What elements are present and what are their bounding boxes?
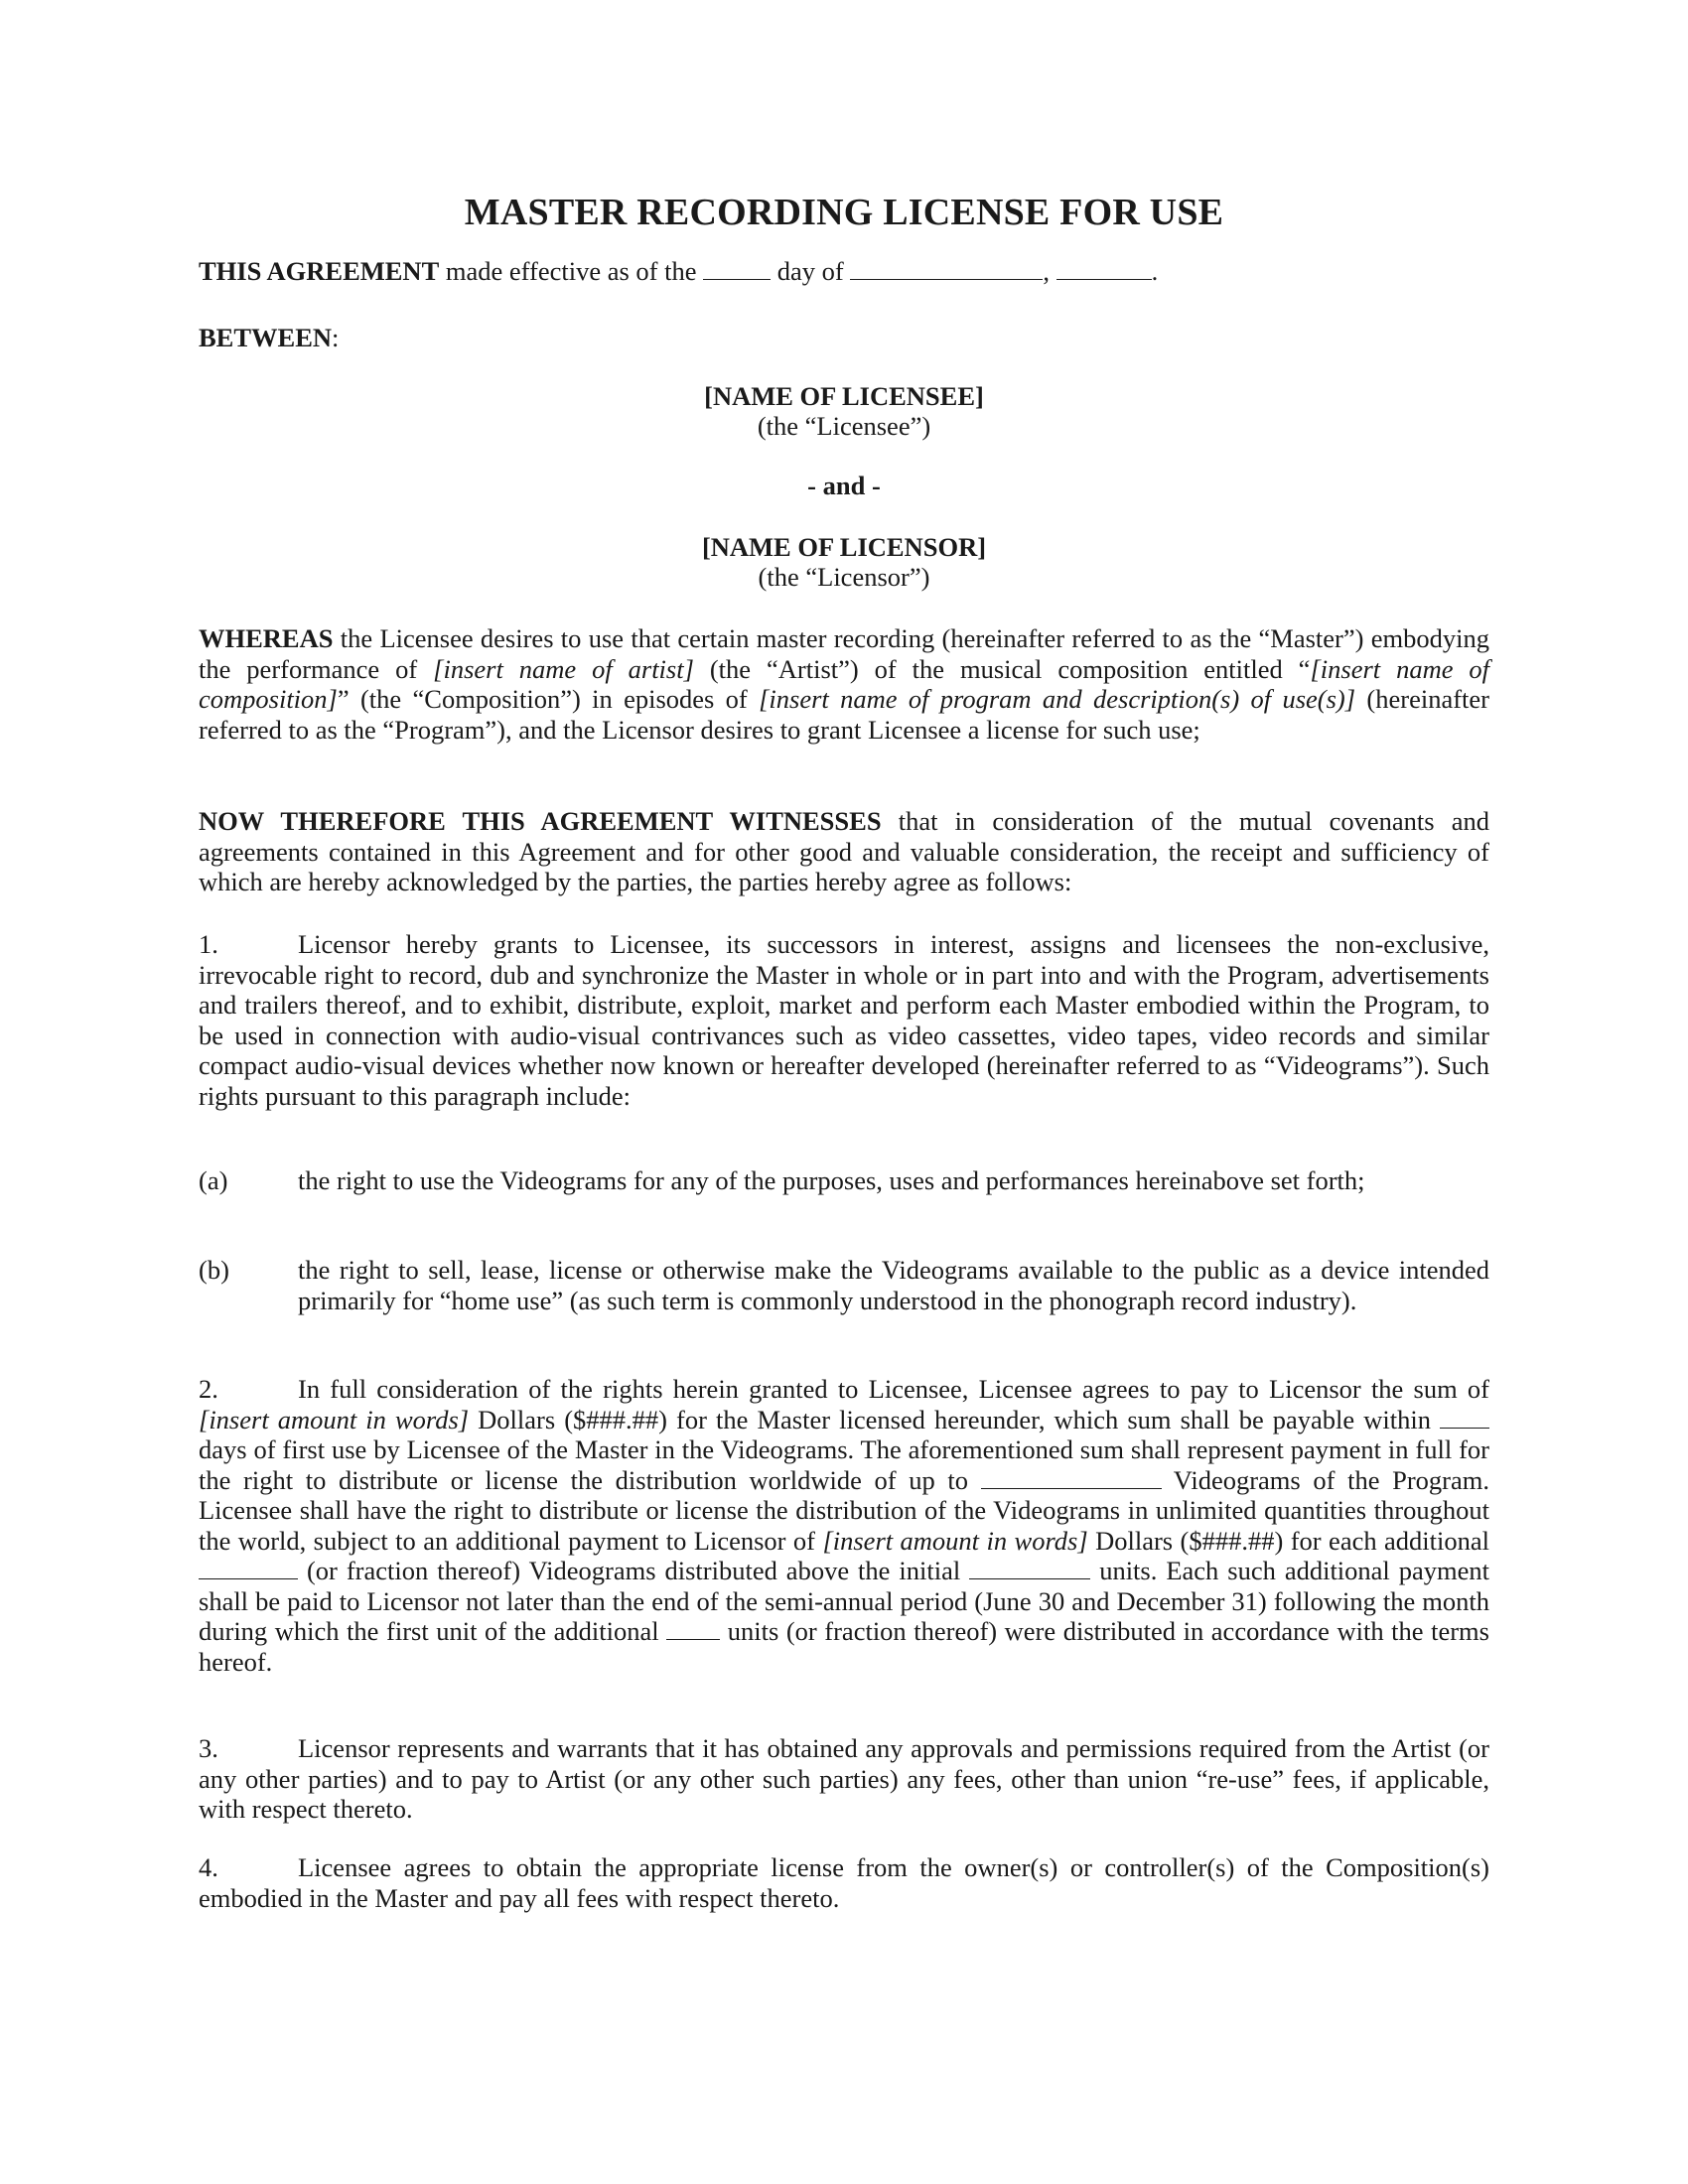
now-therefore-text: that in consideration of the mutual covenants and agreements contained in this Agreement and for other good and valuable consideration, the receipt and sufficiency of which are hereby acknowledged by the parties, the parties hereby agree as follows: <box>199 806 1489 896</box>
clause-3 <box>199 1733 1489 1825</box>
whereas-text-1: the Licensee desires to use that certain master recording (hereinafter referred to as the “Master”) embodying the performance of <box>199 623 1489 684</box>
clause-3-number: 3. <box>199 1733 218 1763</box>
clause-2-number: 2. <box>199 1374 218 1404</box>
now-therefore-bold: NOW THEREFORE THIS AGREEMENT WITNESSES <box>199 806 882 836</box>
composition-placeholder: [insert name of composition] <box>199 653 1490 714</box>
year-blank[interactable] <box>1056 257 1152 280</box>
clause-2-text-6: (or fraction thereof) Videograms distributed above the initial <box>298 1556 970 1585</box>
clause-4-number: 4. <box>199 1852 218 1882</box>
artist-placeholder: [insert name of artist] <box>433 653 694 684</box>
clause-1-text: Licensor hereby grants to Licensee, its successors in interest, assigns and licensees the non-exclusive, irrevocable right to record, dub and synchronize the Master in whole or in part into and with the Program, advertisements and trailers thereof, and to exhibit, distribute, exploit, market and perform each Master embodied within the Program, to be used in connection with audio-visual contrivances such as video cassettes, video tapes, video records and similar compact audio-visual devices whether now known or hereafter developed (hereinafter referred to as “Videograms”). Such rights pursuant to this paragraph include: <box>199 929 1489 1111</box>
sub-b-label: (b) <box>199 1255 229 1285</box>
intro-end: . <box>1151 256 1159 286</box>
document-title: MASTER RECORDING LICENSE FOR USE <box>464 192 1224 233</box>
videogram-count-blank[interactable] <box>981 1466 1162 1489</box>
units-blank[interactable] <box>666 1617 720 1640</box>
intro-text-2: day of <box>771 256 851 286</box>
licensee-name: [NAME OF LICENSEE] <box>704 381 984 411</box>
whereas-text-2: (the “Artist”) of the musical composition entitled “ <box>693 653 1311 684</box>
whereas-paragraph <box>199 623 1489 745</box>
clause-3-text: Licensor represents and warrants that it has obtained any approvals and permissions required from the Artist (or any other parties) and to pay to Artist (or any other such parties) any fees, other than union “re-use” fees, if applicable, with respect thereto. <box>199 1733 1489 1824</box>
and-separator: - and - <box>807 471 881 500</box>
licensor-name: [NAME OF LICENSOR] <box>701 532 987 562</box>
clause-1 <box>199 929 1489 1111</box>
initial-units-blank[interactable] <box>969 1557 1090 1579</box>
month-blank[interactable] <box>850 257 1043 280</box>
sub-a-label: (a) <box>199 1165 228 1195</box>
amount-placeholder-2: [insert amount in words] <box>822 1525 1088 1556</box>
program-placeholder: [insert name of program and description(s) of use(s)] <box>759 684 1356 714</box>
between-label: BETWEEN <box>199 323 333 352</box>
clause-4 <box>199 1852 1489 1913</box>
clause-2-text-1: In full consideration of the rights herein granted to Licensee, Licensee agrees to pay to Licensor the sum of <box>298 1374 1489 1404</box>
intro-line <box>199 256 1489 287</box>
clause-2-text-3: days of first use by Licensee of the Master in the Videograms. The aforementioned sum shall represent payment in full for the right to distribute or license the distribution worldwide of up to <box>199 1434 1489 1495</box>
additional-units-blank[interactable] <box>199 1557 298 1579</box>
clause-1-number: 1. <box>199 929 218 959</box>
now-therefore-paragraph <box>199 806 1489 897</box>
whereas-text-3: ” (the “Composition”) in episodes of <box>337 684 760 714</box>
licensee-role: (the “Licensee”) <box>757 411 931 441</box>
licensor-role: (the “Licensor”) <box>758 562 930 592</box>
clause-2-text-4: Videograms of the Program. Licensee shall have the right to distribute or license the distribution of the Videograms in unlimited quantities throughout the world, subject to an additional payment to Licensor of <box>199 1464 1489 1556</box>
sub-b-text: the right to sell, lease, license or otherwise make the Videograms available to the public as a device intended primarily for “home use” (as such term is commonly understood in the phonograph record industry). <box>298 1255 1489 1315</box>
whereas-bold: WHEREAS <box>199 623 334 653</box>
clause-2-text-2: Dollars ($###.##) for the Master licensed hereunder, which sum shall be payable within <box>469 1404 1440 1434</box>
whereas-text-4: (hereinafter referred to as the “Program”), and the Licensor desires to grant Licensee a license for such use; <box>199 684 1489 745</box>
amount-placeholder-1: [insert amount in words] <box>199 1404 470 1434</box>
clause-4-text: Licensee agrees to obtain the appropriate license from the owner(s) or controller(s) of the Composition(s) embodied in the Master and pay all fees with respect thereto. <box>199 1852 1489 1913</box>
day-blank[interactable] <box>703 257 771 280</box>
clause-2-text-7: units. Each such additional payment shall be paid to Licensor not later than the end of the semi-annual period (June 30 and December 31) following the month during which the first unit of the additional <box>199 1556 1490 1646</box>
intro-bold: THIS AGREEMENT <box>199 256 440 286</box>
days-blank[interactable] <box>1440 1406 1489 1429</box>
intro-text-1: made effective as of the <box>439 256 704 286</box>
clause-2-text-8: units (or fraction thereof) were distributed in accordance with the terms hereof. <box>199 1616 1489 1677</box>
intro-sep: , <box>1043 256 1056 286</box>
sub-a-text: the right to use the Videograms for any of the purposes, uses and performances hereinabove set forth; <box>298 1165 1365 1195</box>
between-heading <box>199 323 1489 353</box>
between-colon: : <box>332 323 340 352</box>
clause-2 <box>199 1374 1489 1677</box>
clause-2-text-5: Dollars ($###.##) for each additional <box>1087 1525 1490 1556</box>
